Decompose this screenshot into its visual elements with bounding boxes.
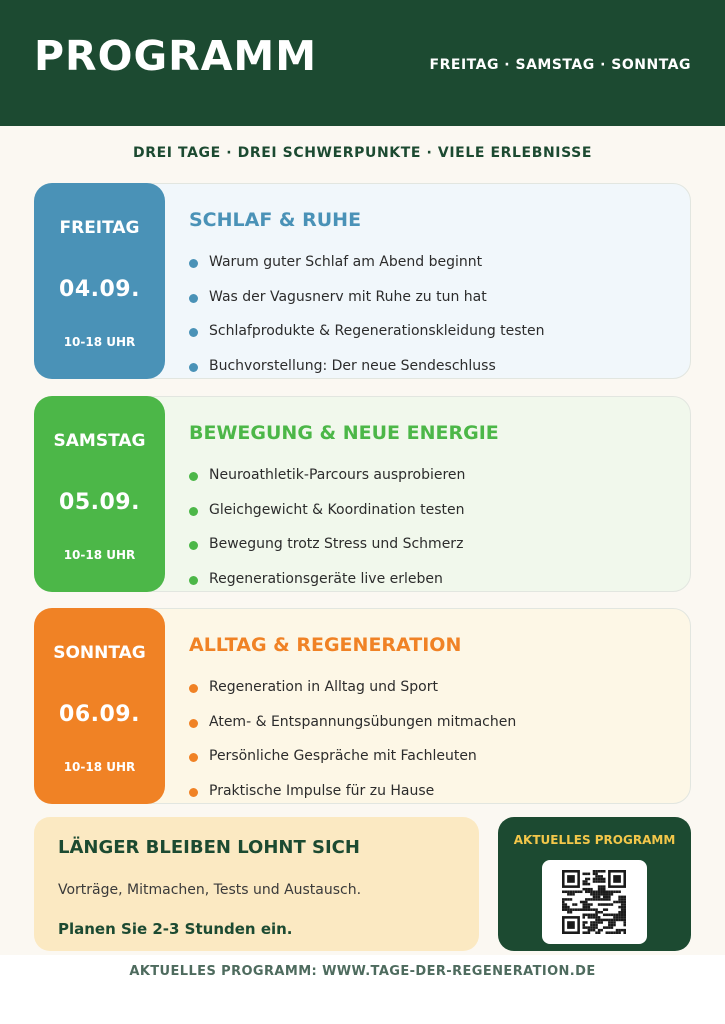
bullet-icon [189, 259, 198, 268]
qr-panel [498, 817, 691, 951]
bullet-icon [189, 294, 198, 303]
footer-url: AKTUELLES PROGRAMM: WWW.TAGE-DER-REGENERATION.DE [129, 964, 596, 979]
day-badge [34, 183, 165, 379]
day-badge [34, 608, 165, 804]
day-heading: ALLTAG & REGENERATION [189, 634, 462, 656]
qr-code-box[interactable] [542, 860, 647, 944]
qr-code-icon[interactable] [562, 870, 626, 934]
day-heading: SCHLAF & RUHE [189, 209, 362, 231]
info-box [34, 817, 479, 951]
topic-label: Bewegung trotz Stress und Schmerz [209, 536, 464, 552]
day-time: 10-18 UHR [63, 335, 136, 349]
topic-list [189, 679, 516, 817]
topic-item [189, 748, 516, 783]
qr-label: AKTUELLES PROGRAMM [513, 833, 676, 847]
topic-item [189, 679, 516, 714]
page-title: PROGRAMM [34, 32, 318, 80]
topic-label: Gleichgewicht & Koordination testen [209, 501, 465, 518]
topic-item [189, 714, 516, 749]
topic-label: Regeneration in Alltag und Sport [209, 679, 438, 695]
bullet-icon [189, 719, 198, 728]
bullet-icon [189, 541, 198, 550]
day-time: 10-18 UHR [63, 548, 136, 562]
bullet-icon [189, 576, 198, 585]
topic-list [189, 254, 545, 392]
topic-item [189, 571, 465, 606]
topic-item [189, 783, 516, 818]
day-card-sonntag [34, 608, 691, 804]
topic-item [189, 502, 465, 537]
bullet-icon [189, 753, 198, 762]
topic-label: Warum guter Schlaf am Abend beginnt [209, 254, 483, 270]
topic-item [189, 254, 545, 289]
bullet-icon [189, 507, 198, 516]
bullet-icon [189, 328, 198, 337]
topic-item [189, 467, 465, 502]
topic-label: Atem- & Entspannungsübungen mitmachen [209, 713, 517, 730]
day-name: SAMSTAG [53, 431, 146, 451]
day-date: 06.09. [59, 702, 140, 727]
topic-label: Neuroathletik-Parcours ausprobieren [209, 467, 466, 483]
topic-label: Persönliche Gespräche mit Fachleuten [209, 748, 477, 764]
day-name: SONNTAG [53, 643, 146, 663]
bullet-icon [189, 788, 198, 797]
day-card-freitag [34, 183, 691, 379]
bullet-icon [189, 684, 198, 693]
topic-list [189, 467, 465, 605]
bullet-icon [189, 363, 198, 372]
topic-item [189, 358, 545, 393]
info-heading: LÄNGER BLEIBEN LOHNT SICH [58, 837, 360, 858]
topic-label: Was der Vagusnerv mit Ruhe zu tun hat [209, 288, 487, 305]
tagline: DREI TAGE · DREI SCHWERPUNKTE · VIELE ERLEBNISSE [132, 145, 593, 161]
bullet-icon [189, 472, 198, 481]
topic-item [189, 323, 545, 358]
day-name: FREITAG [59, 218, 140, 238]
day-time: 10-18 UHR [63, 760, 136, 774]
day-date: 05.09. [59, 490, 140, 515]
topic-label: Praktische Impulse für zu Hause [209, 782, 435, 799]
topic-item [189, 289, 545, 324]
topic-label: Regenerationsgeräte live erleben [209, 570, 443, 587]
day-date: 04.09. [59, 277, 140, 302]
info-note: Planen Sie 2-3 Stunden ein. [58, 920, 293, 938]
footer [0, 955, 725, 1024]
day-card-samstag [34, 396, 691, 592]
header [0, 0, 725, 126]
header-days: FREITAG · SAMSTAG · SONNTAG [429, 57, 691, 73]
day-heading: BEWEGUNG & NEUE ENERGIE [189, 422, 499, 444]
topic-label: Schlafprodukte & Regenerationskleidung testen [209, 323, 545, 339]
info-text: Vorträge, Mitmachen, Tests und Austausch. [58, 882, 362, 898]
topic-item [189, 536, 465, 571]
day-badge [34, 396, 165, 592]
topic-label: Buchvorstellung: Der neue Sendeschluss [209, 357, 496, 374]
